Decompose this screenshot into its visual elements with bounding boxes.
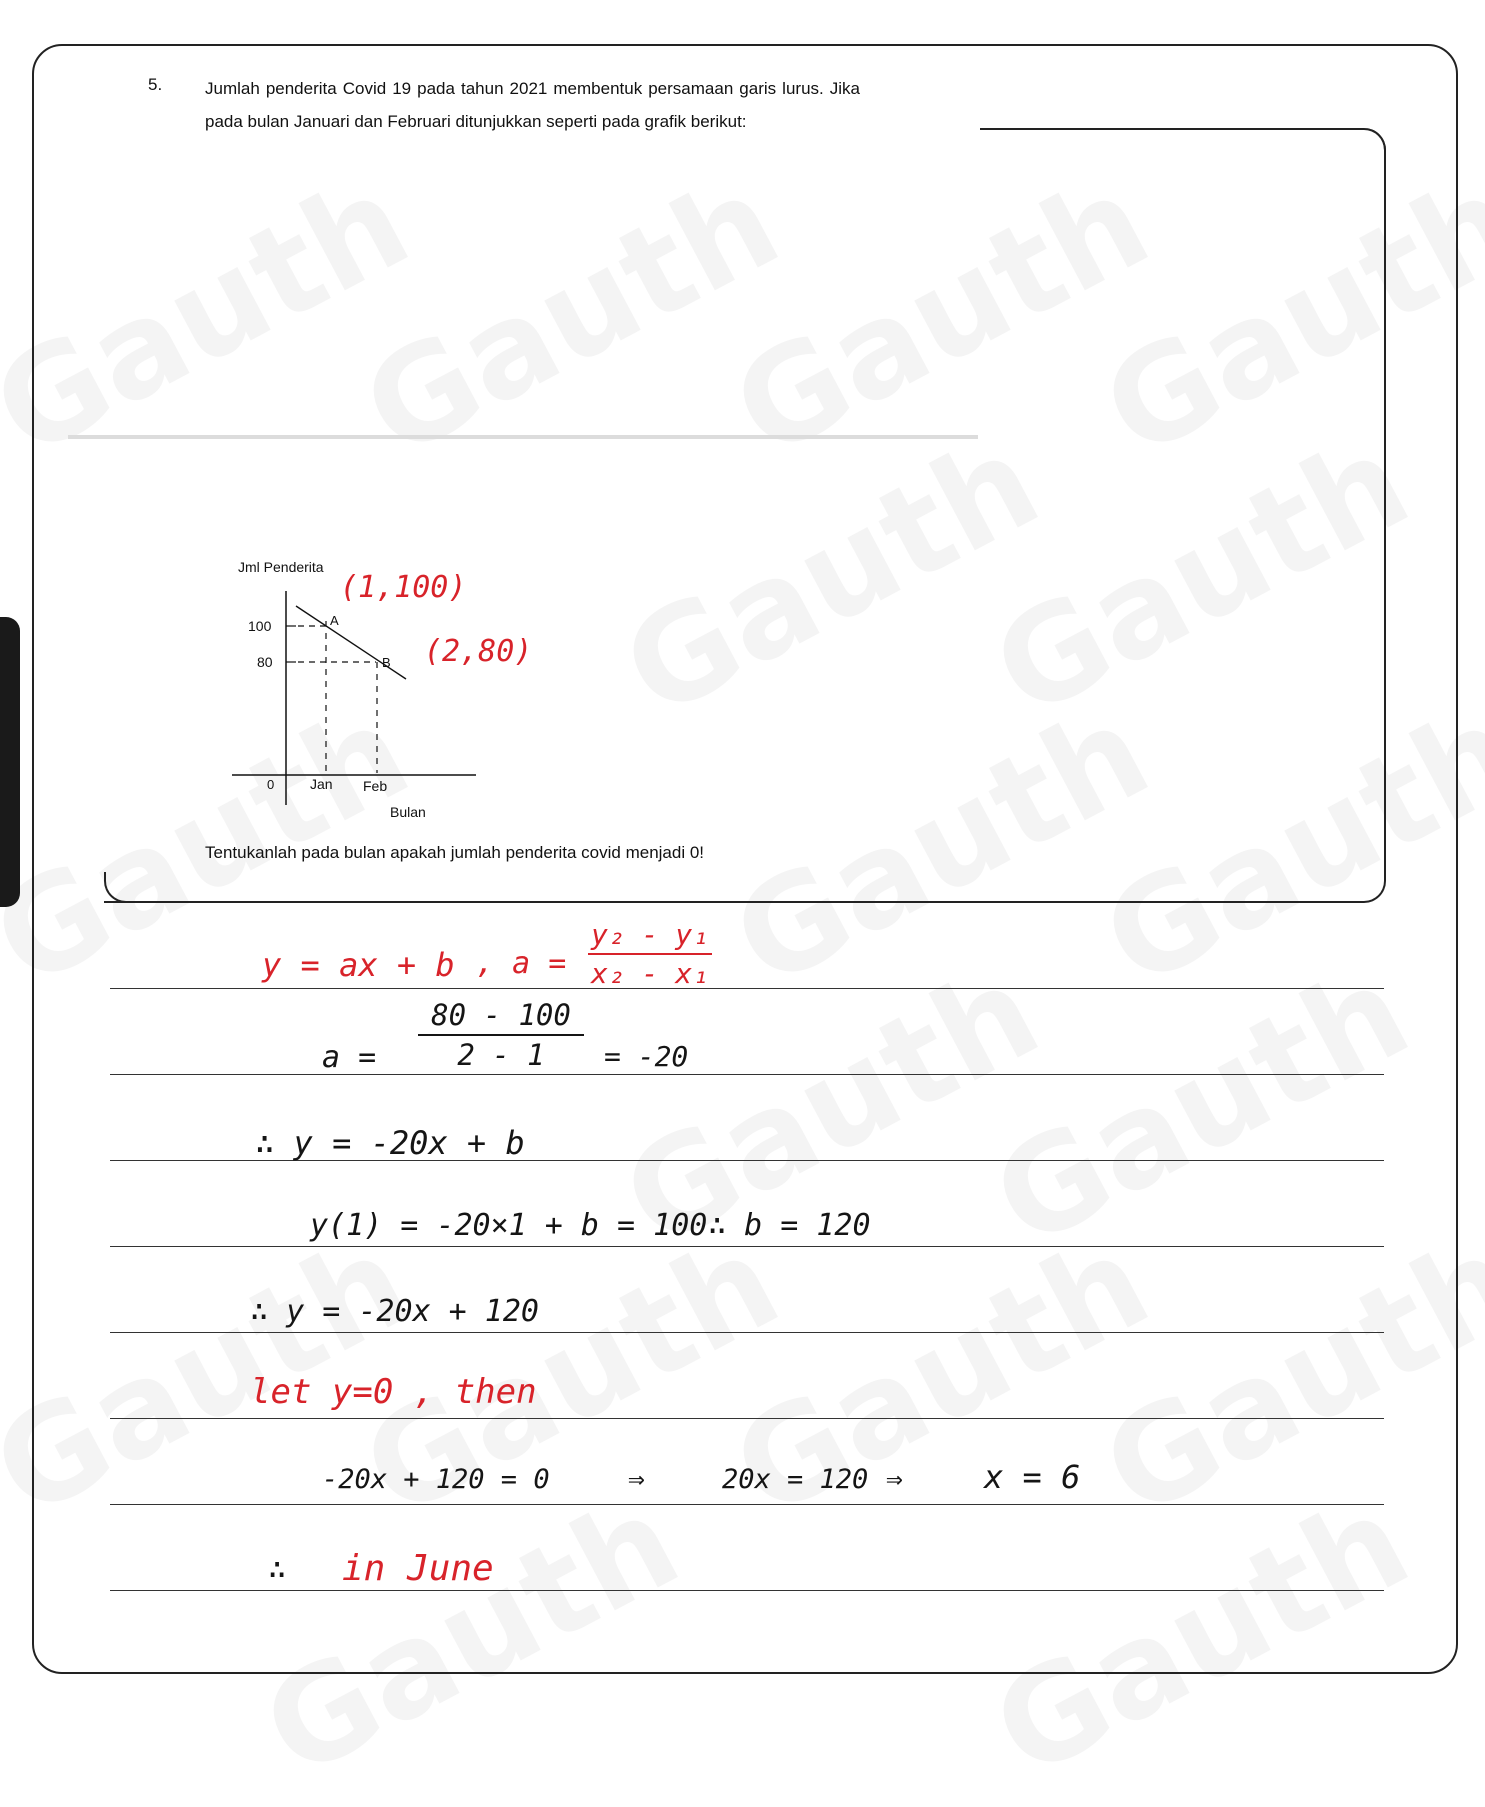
annotation-point-a: (1,100) [340,570,467,605]
slope-calc-numerator: 80 - 100 [431,998,571,1032]
x-tick-0: 0 [267,777,275,792]
question-number: 5. [148,75,163,94]
annotation-point-b: (2,80) [424,634,533,669]
graph-y-title: Jml Penderita [238,559,324,575]
x-tick-jan: Jan [310,776,333,792]
answer-rule [110,1504,1384,1505]
solution-line-1b: , a = [476,946,567,981]
slope-calc [418,998,584,1072]
fraction-bar [588,953,712,955]
solution-line-7b: ⇒ [628,1462,645,1495]
solution-line-7d: ⇒ [886,1462,903,1495]
answer-rule [110,1246,1384,1247]
solution-line-7e: x = 6 [984,1458,1081,1496]
answer-rule [110,1590,1384,1591]
solution-line-1a: y = ax + b [262,946,455,984]
slope-denominator: x₂ - x₁ [590,957,709,990]
answer-rule [110,1332,1384,1333]
y-tick-100: 100 [248,618,272,634]
solution-line-7a: -20x + 120 = 0 [322,1464,550,1495]
solution-line-7c: 20x = 120 [722,1464,869,1495]
answer-rule [110,1418,1384,1419]
slope-calc-denominator: 2 - 1 [457,1038,545,1072]
point-b-label: B [382,655,391,670]
solution-line-6: let y=0 , then [250,1372,537,1412]
solution-line-8a: ∴ [268,1552,287,1587]
solution-line-2a: a = [322,1040,377,1075]
answer-rule [110,1074,1384,1075]
solution-line-4b: ∴ b = 120 [708,1208,871,1243]
answer-rule [110,988,1384,989]
fraction-bar [418,1034,584,1036]
solution-line-2-result: = -20 [604,1040,689,1073]
graph-x-title: Bulan [390,804,426,820]
solution-line-3: ∴ y = -20x + b [255,1124,525,1162]
y-tick-80: 80 [257,654,273,670]
question-text: Jumlah penderita Covid 19 pada tahun 2021 membentuk persamaan garis lurus. Jika pada bulan Januari dan Februari ditunjukkan seperti pada grafik berikut: [205,79,860,131]
solution-line-8b: in June [342,1548,494,1589]
slope-formula [588,918,712,990]
solution-line-4a: y(1) = -20×1 + b = 100 [310,1208,708,1243]
divider [68,435,978,439]
x-tick-feb: Feb [363,778,388,794]
side-handle [0,617,20,907]
slope-numerator: y₂ - y₁ [590,918,709,951]
point-a-label: A [330,613,339,628]
question-ask: Tentukanlah pada bulan apakah jumlah penderita covid menjadi 0! [205,843,705,862]
solution-line-5: ∴ y = -20x + 120 [250,1294,539,1329]
